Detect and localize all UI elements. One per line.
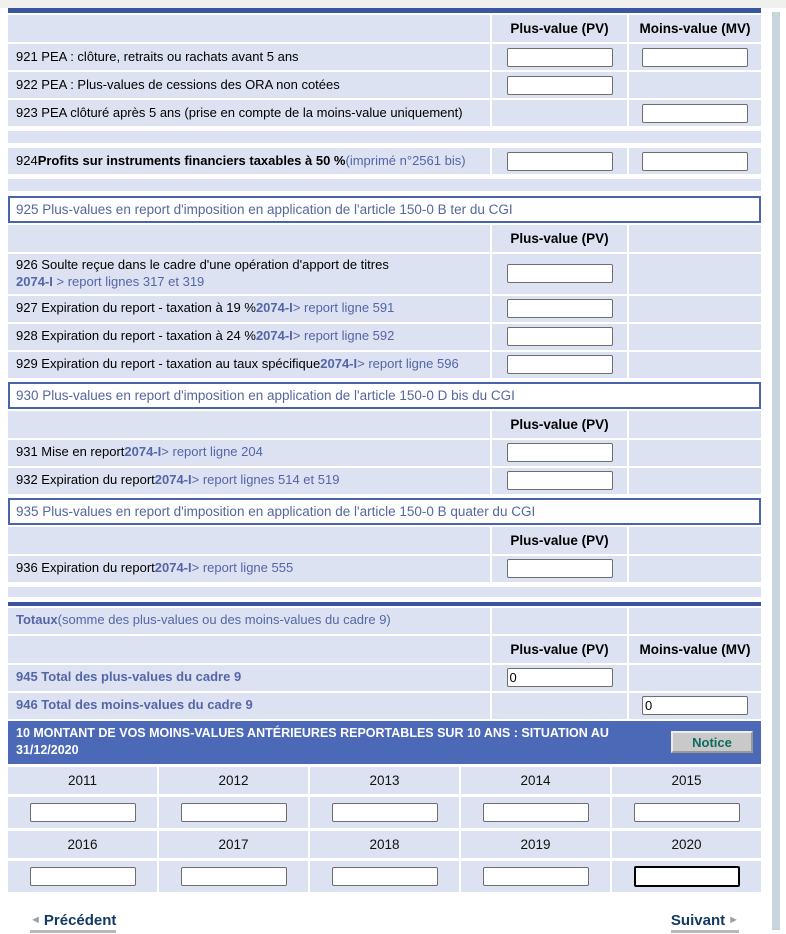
input-year-2020-focused[interactable] bbox=[634, 866, 740, 887]
input-936-pv[interactable] bbox=[507, 559, 613, 578]
year-header-2015: 2015 bbox=[612, 767, 761, 794]
header-empty-cell bbox=[8, 15, 490, 42]
report-line-ref: > report ligne 555 bbox=[191, 560, 294, 576]
empty-cell bbox=[629, 665, 761, 691]
input-929-pv[interactable] bbox=[507, 355, 613, 374]
row-label-927 bbox=[8, 296, 490, 322]
input-927-pv[interactable] bbox=[507, 299, 613, 318]
row-label-929 bbox=[8, 352, 490, 378]
empty-cell bbox=[629, 254, 761, 294]
table-row bbox=[8, 665, 761, 691]
year-header-2020: 2020 bbox=[612, 831, 761, 858]
input-931-pv[interactable] bbox=[507, 443, 613, 462]
row-label-945: 945 Total des plus-values du cadre 9 bbox=[8, 665, 490, 691]
input-945-pv-total[interactable] bbox=[507, 668, 613, 687]
table-row bbox=[8, 254, 761, 294]
report-line-ref: > report ligne 204 bbox=[161, 444, 263, 460]
next-link[interactable] bbox=[671, 912, 739, 933]
row-label-922: 922 PEA : Plus-values de cessions des ORA non cotées bbox=[8, 72, 490, 98]
row-text: 936 Expiration du report bbox=[16, 560, 155, 576]
input-923-mv[interactable] bbox=[642, 104, 748, 123]
spacer-strip bbox=[8, 587, 761, 597]
top-divider bbox=[8, 8, 761, 13]
year-header-2019: 2019 bbox=[461, 831, 610, 858]
totals-title-row bbox=[8, 608, 761, 634]
form-2074-link: 2074-I bbox=[255, 328, 293, 344]
input-year-2015[interactable] bbox=[634, 803, 740, 822]
report-line-ref: > report ligne 592 bbox=[292, 328, 395, 344]
input-year-2018[interactable] bbox=[332, 867, 438, 886]
form-2074-link: 2074-I bbox=[154, 560, 192, 576]
pv-column-header: Plus-value (PV) bbox=[492, 411, 627, 438]
input-922-pv[interactable] bbox=[507, 76, 613, 95]
table-row bbox=[8, 556, 761, 582]
table-row bbox=[8, 44, 761, 70]
row-text: 929 Expiration du report - taxation au taux spécifique bbox=[16, 356, 321, 372]
report-line-ref: > report ligne 591 bbox=[292, 300, 395, 316]
year-header-2016: 2016 bbox=[8, 831, 157, 858]
pv-column-header: Plus-value (PV) bbox=[492, 527, 627, 554]
page-edge-strip bbox=[772, 12, 780, 930]
page-top-margin bbox=[0, 0, 786, 8]
input-924-pv[interactable] bbox=[507, 152, 613, 171]
section-header-935: 935 Plus-values en report d'imposition en application de l'article 150-0 B quater du CGI bbox=[8, 498, 761, 525]
totals-divider bbox=[8, 602, 761, 606]
table-row bbox=[8, 440, 761, 466]
pager-nav bbox=[30, 912, 739, 933]
totals-title bbox=[8, 608, 490, 634]
totals-subtitle-text: (somme des plus-values ou des moins-values du cadre 9) bbox=[57, 612, 391, 628]
empty-cell bbox=[629, 352, 761, 378]
row-label-926 bbox=[8, 254, 490, 294]
input-year-2017[interactable] bbox=[181, 867, 287, 886]
row-label-931 bbox=[8, 440, 490, 466]
form-2074-link: 2074-I bbox=[320, 356, 358, 372]
table-row bbox=[8, 72, 761, 98]
empty-cell bbox=[629, 72, 761, 98]
input-year-2019[interactable] bbox=[483, 867, 589, 886]
empty-cell bbox=[629, 468, 761, 494]
mv-column-header: Moins-value (MV) bbox=[629, 15, 761, 42]
input-921-pv[interactable] bbox=[507, 48, 613, 67]
empty-cell bbox=[629, 440, 761, 466]
year-header-2018: 2018 bbox=[310, 831, 459, 858]
input-year-2011[interactable] bbox=[30, 803, 136, 822]
empty-cell bbox=[629, 608, 761, 634]
section-10-title: 10 MONTANT DE VOS MOINS-VALUES ANTÉRIEURES REPORTABLES SUR 10 ANS : SITUATION AU 31/12/2020 bbox=[16, 725, 609, 758]
row-label-932 bbox=[8, 468, 490, 494]
row-text: 928 Expiration du report - taxation à 24 % bbox=[16, 328, 256, 344]
header-empty-cell bbox=[8, 527, 490, 554]
row-label-921: 921 PEA : clôture, retraits ou rachats avant 5 ans bbox=[8, 44, 490, 70]
year-header-2017: 2017 bbox=[159, 831, 308, 858]
empty-cell bbox=[629, 556, 761, 582]
input-year-2016[interactable] bbox=[30, 867, 136, 886]
prior-losses-table bbox=[8, 767, 761, 892]
input-year-2012[interactable] bbox=[181, 803, 287, 822]
row-label-928 bbox=[8, 324, 490, 350]
spacer-strip bbox=[8, 131, 761, 143]
empty-cell bbox=[629, 296, 761, 322]
pv-mv-header-row bbox=[8, 636, 761, 663]
totals-title-text: Totaux bbox=[16, 612, 58, 628]
report-line-ref: > report lignes 317 et 319 bbox=[52, 273, 205, 289]
notice-button[interactable]: Notice bbox=[671, 731, 753, 753]
row-text: 926 Soulte reçue dans le cadre d'une opération d'apport de titres bbox=[16, 257, 389, 272]
report-line-ref: > report lignes 514 et 519 bbox=[191, 472, 340, 488]
pv-column-header: Plus-value (PV) bbox=[492, 636, 627, 663]
form-2074-link: 2074-I bbox=[124, 444, 162, 460]
form-2074-link: 2074-I bbox=[154, 472, 192, 488]
spacer-strip bbox=[8, 179, 761, 191]
input-926-pv[interactable] bbox=[507, 264, 613, 283]
pv-column-header: Plus-value (PV) bbox=[492, 225, 627, 252]
row-label-946: 946 Total des moins-values du cadre 9 bbox=[8, 693, 490, 719]
input-year-2014[interactable] bbox=[483, 803, 589, 822]
input-932-pv[interactable] bbox=[507, 471, 613, 490]
prev-arrow-icon: ◄ bbox=[30, 914, 41, 927]
header-empty-cell bbox=[8, 225, 490, 252]
table-row bbox=[8, 324, 761, 350]
year-header-2011: 2011 bbox=[8, 767, 157, 794]
section-header-925: 925 Plus-values en report d'imposition en application de l'article 150-0 B ter du CGI bbox=[8, 196, 761, 223]
table-row bbox=[8, 468, 761, 494]
empty-cell bbox=[629, 527, 761, 554]
row-text: 931 Mise en report bbox=[16, 444, 125, 460]
year-header-2014: 2014 bbox=[461, 767, 610, 794]
mv-column-header: Moins-value (MV) bbox=[629, 636, 761, 663]
row-label-924 bbox=[8, 148, 490, 174]
empty-cell bbox=[629, 324, 761, 350]
row-text: Profits sur instruments financiers taxables à 50 % bbox=[37, 152, 346, 168]
row-text: 932 Expiration du report bbox=[16, 472, 155, 488]
section-header-930: 930 Plus-values en report d'imposition en application de l'article 150-0 D bis du CGI bbox=[8, 382, 761, 409]
form-cadre-9-10 bbox=[8, 8, 761, 933]
pv-header-row bbox=[8, 411, 761, 438]
report-line-ref: > report ligne 596 bbox=[357, 356, 459, 372]
pv-mv-header-row bbox=[8, 15, 761, 42]
row-label-923: 923 PEA clôturé après 5 ans (prise en compte de la moins-value uniquement) bbox=[8, 100, 490, 126]
section-10-header bbox=[8, 721, 761, 764]
next-link-label: Suivant bbox=[670, 911, 726, 929]
empty-cell bbox=[492, 608, 627, 634]
row-label-936 bbox=[8, 556, 490, 582]
prev-link[interactable] bbox=[30, 912, 116, 933]
empty-cell bbox=[629, 225, 761, 252]
year-header-2012: 2012 bbox=[159, 767, 308, 794]
input-928-pv[interactable] bbox=[507, 327, 613, 346]
next-arrow-icon: ► bbox=[728, 914, 739, 927]
header-empty-cell bbox=[8, 411, 490, 438]
table-row bbox=[8, 693, 761, 719]
form-2074-link: 2074-I bbox=[255, 300, 293, 316]
input-921-mv[interactable] bbox=[642, 48, 748, 67]
row-report-link bbox=[16, 274, 484, 291]
table-row bbox=[8, 100, 761, 126]
pv-header-row bbox=[8, 527, 761, 554]
form-2074-link: 2074-I bbox=[16, 273, 53, 289]
row-note: (imprimé n°2561 bis) bbox=[345, 152, 466, 168]
input-946-mv-total[interactable] bbox=[642, 696, 748, 715]
row-number: 924 bbox=[16, 152, 38, 168]
pv-header-row bbox=[8, 225, 761, 252]
prev-link-label: Précédent bbox=[43, 911, 117, 929]
table-row bbox=[8, 352, 761, 378]
table-row bbox=[8, 296, 761, 322]
input-924-mv[interactable] bbox=[642, 152, 748, 171]
pv-column-header: Plus-value (PV) bbox=[492, 15, 627, 42]
empty-cell bbox=[629, 411, 761, 438]
input-year-2013[interactable] bbox=[332, 803, 438, 822]
header-empty-cell bbox=[8, 636, 490, 663]
empty-cell bbox=[492, 693, 627, 719]
table-row bbox=[8, 148, 761, 174]
row-text: 927 Expiration du report - taxation à 19 % bbox=[16, 300, 256, 316]
year-header-2013: 2013 bbox=[310, 767, 459, 794]
empty-cell bbox=[492, 100, 627, 126]
